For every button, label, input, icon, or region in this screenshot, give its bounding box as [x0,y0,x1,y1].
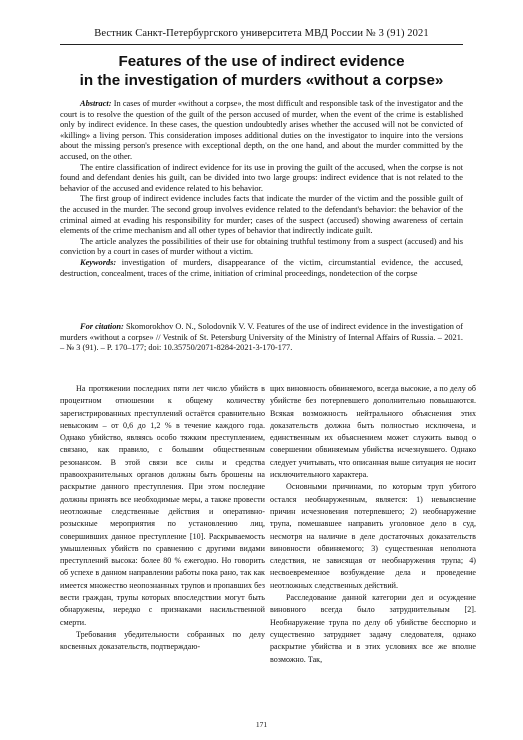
keywords-label: Keywords: [80,257,117,267]
abstract-paragraph: The entire classification of indirect evidence for its use in proving the guilt of the accused, when the corpse is not found and defendant denies his guilt, can be divided into two large groups: indirect evidence that is not related to the behavior of the accused and evidence related to his behavior. [60,162,463,193]
keywords-text: investigation of murders, disappearance of the victim, circumstantial evidence, the accused, destruction, concealment, traces of the crime, initiation of criminal proceedings, nondetection of the corpse [60,257,463,278]
abstract-text: In cases of murder «without a corpse», the most difficult and responsible task of the investigator and the court is to resolve the question of the guilt of the person accused of murder, when the event of the crime is established only by indirect evidence. In these cases, the question undoubtedly arises whether the accused will not be convicted of «killing» a living person. This consideration imposes additional duties on the investigator to inquire into the versions about the missing person's presence with exceptional depth, on the one hand, and about the murder committed by the accused, on the other. [60,99,463,161]
title-line: Features of the use of indirect evidence [118,53,405,70]
citation-block [60,322,463,354]
keywords-paragraph [60,258,463,279]
citation-paragraph [60,322,463,354]
body-paragraph: Основными причинами, по которым труп убитого остался необнаруженным, является: 1) невыяснение причин исчезновения потерпевшего; 2) необнаружение трупа, помешавшее направить уголовное дело в суд, несмотря на наличие в деле достаточных доказательств виновности обвиняемого; 3) существенная неполнота следствия, не зависящая от необнаружения трупа; 4) несвоевременное возбуждение дела и проведение неотложных следственных действий. [270,482,476,590]
citation-text: Skomorokhov O. N., Solodovnik V. V. Features of the use of indirect evidence in the investigation of murders «without a corpse» // Vestnik of St. Petersburg University of the Ministry of Internal Affairs of Russia. – 2021. – № 3 (91). – P. 170–177; doi: 10.35750/2071-8284-2021-3-170-177. [60,322,463,353]
header-rule [60,44,463,45]
body-column-left [60,383,265,654]
abstract-paragraph: The first group of indirect evidence includes facts that indicate the murder of the victim and the possible guilt of the accused in the murder. The second group involves evidence related to the defendant's behavior: the behavior of the criminal aimed at evading his responsibility for murder; cases of the suspect (accused) showing awareness of certain elements of the crime mechanism and all other types of behavior that indirectly indicate guilt. [60,194,463,236]
body-paragraph: щих виновность обвиняемого, всегда высокие, а по делу об убийстве без потерпевшего дополнительно повышаются. Всякая возможность нейтрального объяснения этих доказательств должна быть полностью исключена, и единственным их объяснением может служить вывод о совершении обвиняемым убийства исчезнувшего. Однако следует учитывать, что описанная выше ситуация не носит исключительного характера. [270,384,476,480]
body-paragraph: Расследование данной категории дел и осуждение виновного всегда было затруднительным [2]. Необнаружение трупа по делу об убийстве бесспорно и существенно затрудняет задачу следователя, однако раскрытие убийства и в этих условиях все же вполне возможно. Так, [270,593,476,664]
citation-label: For citation: [80,322,124,331]
abstract-block [60,99,463,279]
body-column-right [270,383,476,666]
running-head: Вестник Санкт-Петербургского университета МВД России № 3 (91) 2021 [94,28,429,39]
article-title [60,52,463,90]
abstract-paragraph: The article analyzes the possibilities of their use for obtaining truthful testimony from a suspect (accused) and his conviction by a court in cases of murder without a victim. [60,236,463,257]
abstract-paragraph [60,99,463,163]
title-line: in the investigation of murders «without a corpse» [79,72,444,89]
body-paragraph: На протяжении последних пяти лет число убийств в процентном отношении к общему количеству зарегистрированных преступлений остаётся сравнительно невысоким – от 0,6 до 1,2 % в течение каждого года. Однако убийство, являясь особо тяжким преступлением, связано, как правило, с большим общественным резонансом. В этой связи все силы и средства правоохранительных органов должны быть брошены на раскрытие данного преступления. При этом последние должны принять все необходимые меры, а также провести неотложные следственные действия и оперативно-розыскные мероприятия по установлению лиц, совершивших данное преступление [10]. Раскрываемость умышленных убийств по сравнению с другими видами преступлений высока: более 80 % ежегодно. Но говорить об успехе в данном направлении работы пока рано, так как имеется множество неопознанных трупов и пропавших без вести граждан, трупы которых впоследствии могут быть обнаружены, нередко с признаками насильственной смерти. [60,384,265,627]
abstract-label: Abstract: [80,99,112,108]
page-number: 171 [255,720,268,729]
body-paragraph: Требования убедительности собранных по делу косвенных доказательств, подтверждаю- [60,629,265,652]
